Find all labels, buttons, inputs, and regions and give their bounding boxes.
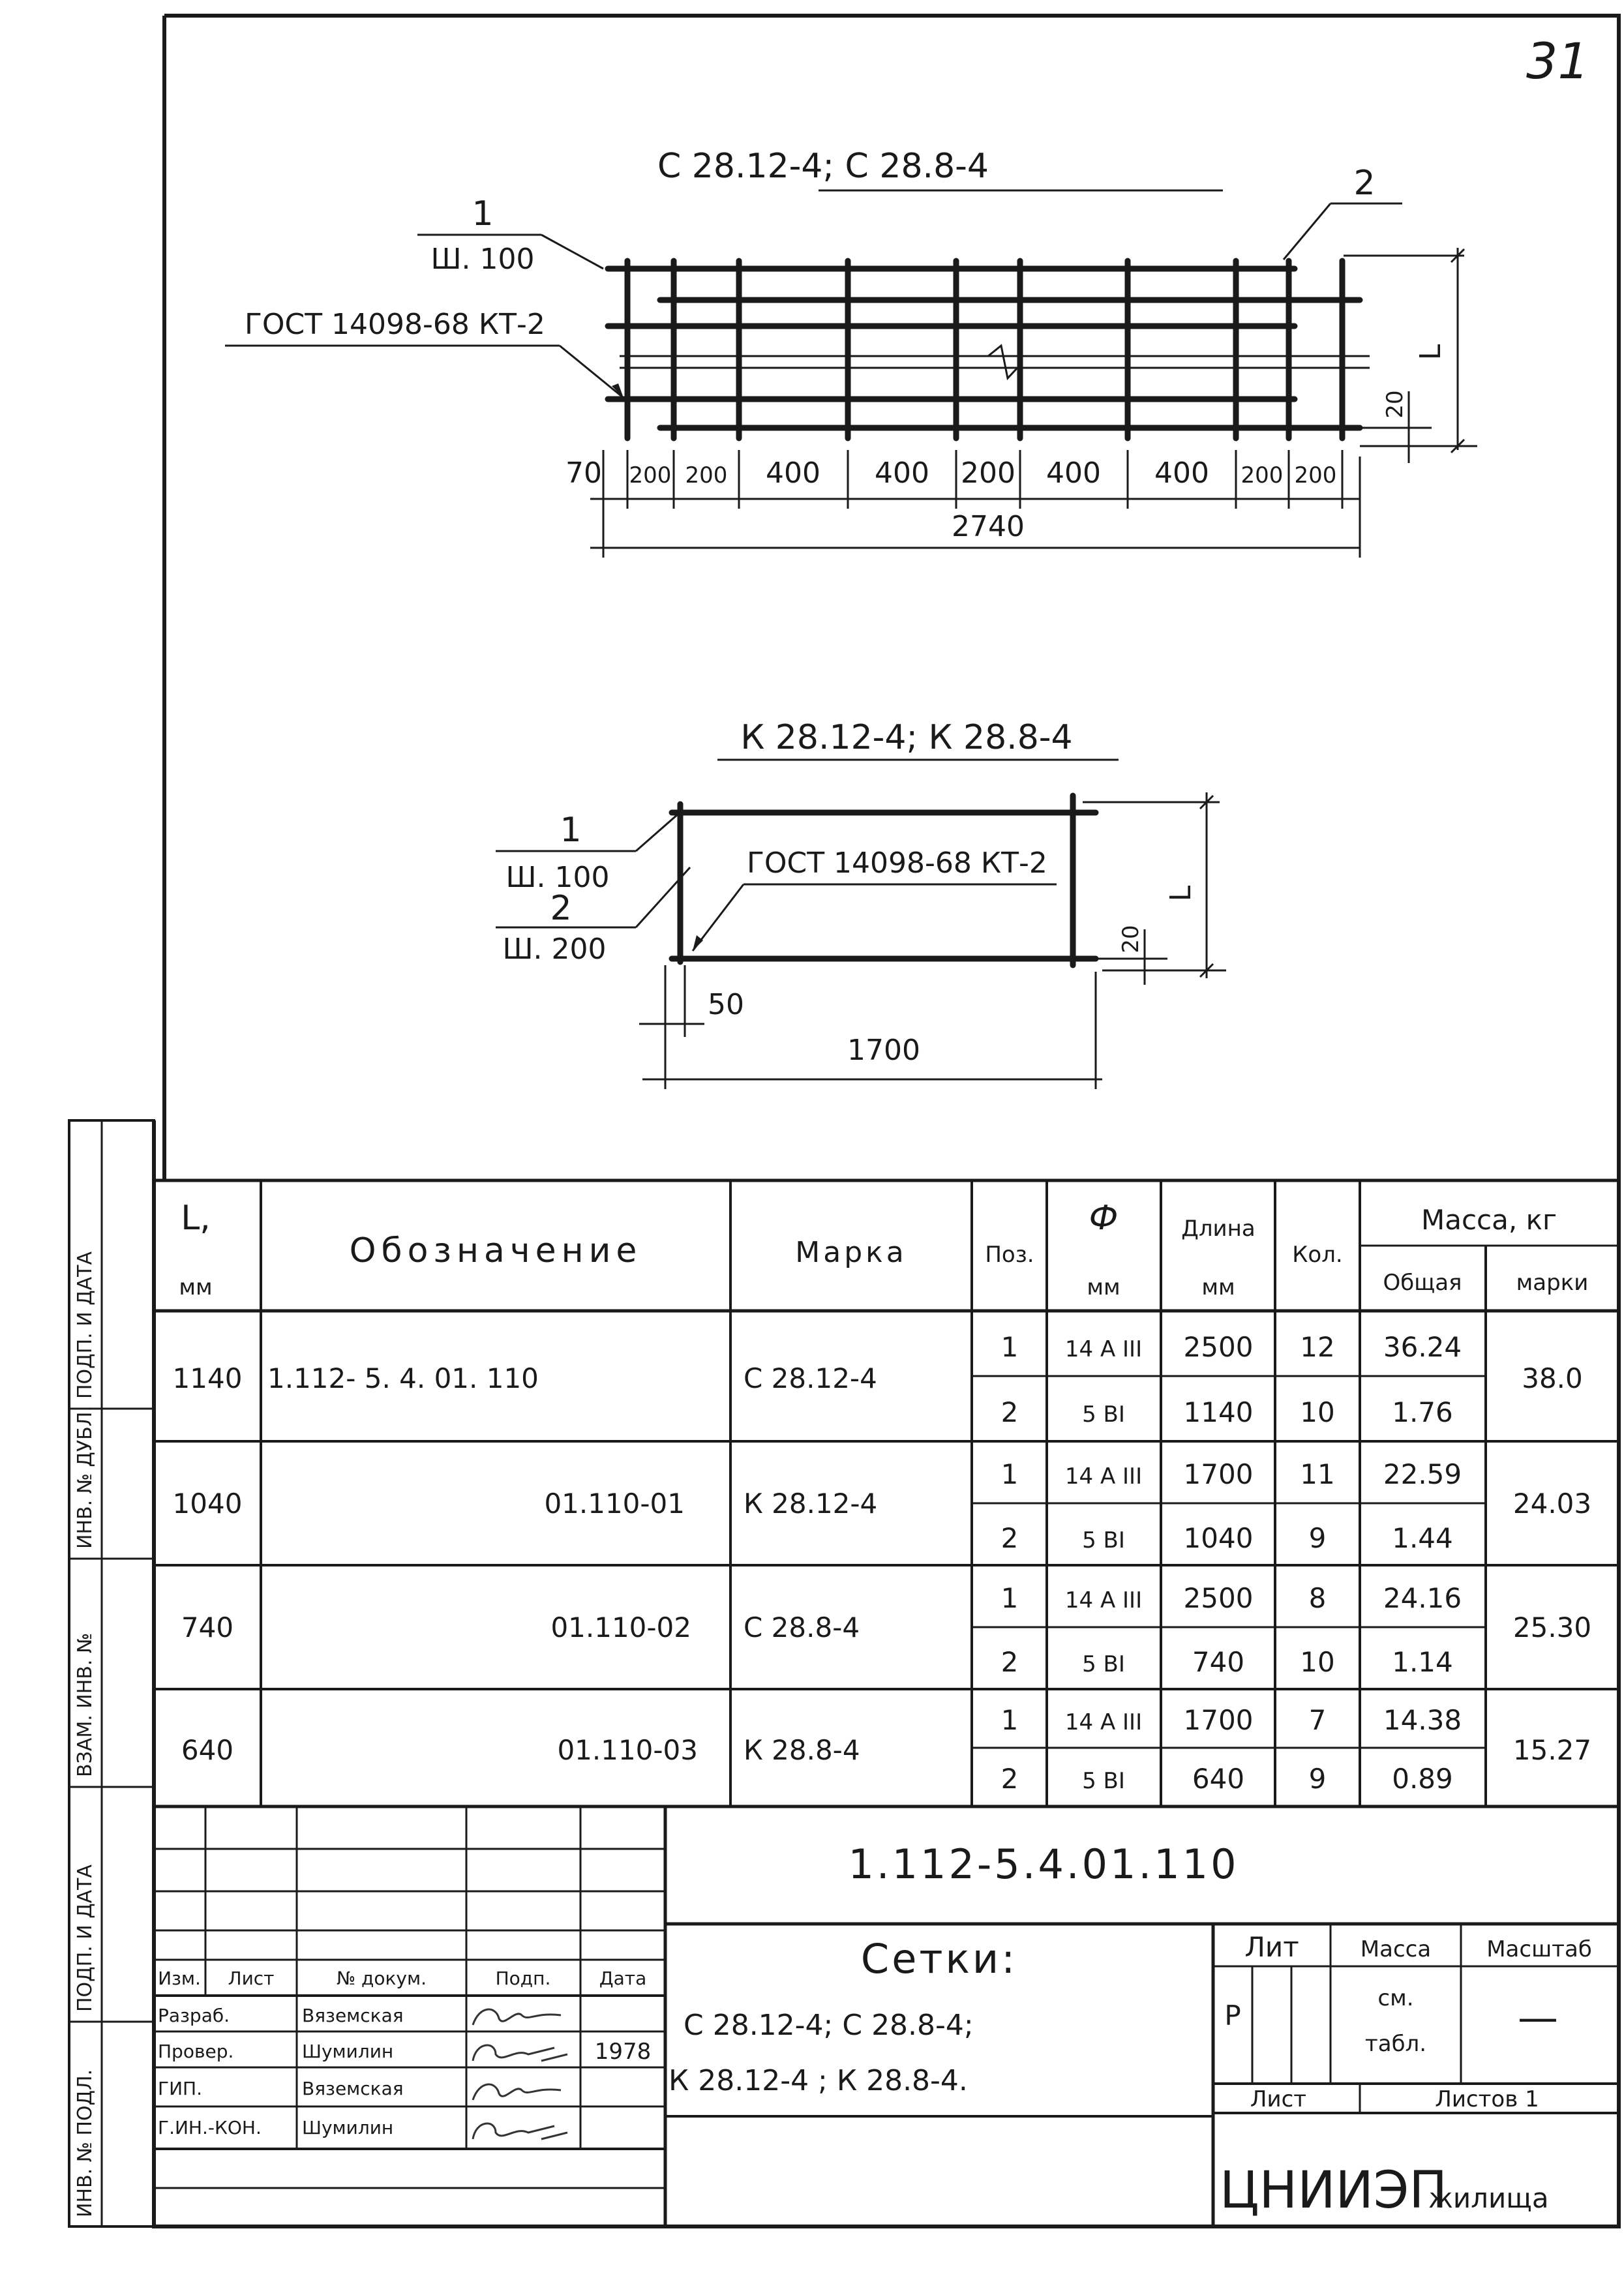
header-mark: Марка <box>795 1236 907 1269</box>
side-stamp <box>69 1120 154 2226</box>
drawing2-dim-total: 1700 <box>847 1034 920 1067</box>
page-number: 31 <box>1526 32 1589 90</box>
table-row-group-3 <box>181 1582 1591 1678</box>
drawing1-longitudinal-bars <box>608 269 1360 428</box>
cell-qty: 9 <box>1308 1522 1327 1554</box>
signature-4 <box>473 2123 567 2139</box>
cell-qty: 11 <box>1300 1458 1335 1490</box>
side-stamp-label-4: ИНВ. № ДУБЛ. <box>74 1405 97 1549</box>
drawing1-dim-8: 200 <box>1241 462 1284 488</box>
cell-mass: 22.59 <box>1383 1458 1462 1490</box>
cell-pos: 2 <box>1000 1646 1019 1678</box>
header-qty: Кол. <box>1292 1242 1343 1268</box>
header-L: L, <box>181 1199 211 1238</box>
cell-diam: 5 ВI <box>1082 1527 1125 1553</box>
cell-mark: К 28.8-4 <box>744 1734 860 1766</box>
cell-pos: 1 <box>1000 1331 1019 1363</box>
cell-diam: 5 ВI <box>1082 1651 1125 1677</box>
tb-date: 1978 <box>594 2039 652 2065</box>
drawing1-dim-6: 400 <box>1046 457 1101 490</box>
drawing1-dim-2: 200 <box>685 462 728 488</box>
cell-mark: С 28.12-4 <box>744 1362 877 1394</box>
header-diam-unit: мм <box>1087 1274 1120 1300</box>
cell-mass: 14.38 <box>1383 1704 1462 1736</box>
drawing1-dim-5: 200 <box>961 457 1015 490</box>
drawing1-dim-1: 200 <box>629 462 672 488</box>
tb-col-izm: Изм. <box>158 1968 201 1989</box>
drawing1-weld-standard: ГОСТ 14098-68 КТ-2 <box>245 308 545 341</box>
table-row-group-1 <box>173 1331 1583 1428</box>
drawing2-callout-2: 2 <box>550 889 572 928</box>
header-length: Длина <box>1181 1216 1256 1242</box>
cell-length: 640 <box>1192 1763 1245 1795</box>
tb-org: ЦНИИЭП <box>1220 2161 1448 2220</box>
tb-mass-value-1: см. <box>1377 1985 1414 2011</box>
header-designation: Обозначение <box>349 1231 642 1270</box>
title-block <box>154 1806 1619 2226</box>
cell-mark: С 28.8-4 <box>744 1611 860 1643</box>
signature-3 <box>473 2084 561 2100</box>
tb-scale-value: — <box>1518 1994 1561 2041</box>
drawing1-dim-3: 400 <box>766 457 820 490</box>
tb-name: Вяземская <box>302 2078 404 2099</box>
cell-length: 740 <box>1192 1646 1245 1678</box>
tb-mass-value-2: табл. <box>1364 2031 1427 2057</box>
cell-designation: 01.110-01 <box>544 1488 685 1520</box>
cell-qty: 12 <box>1300 1331 1335 1363</box>
drawing1-dim-total: 2740 <box>952 510 1025 543</box>
tb-col-sign: Подп. <box>495 1968 551 1989</box>
cell-length: 2500 <box>1183 1582 1254 1614</box>
cell-mass: 1.44 <box>1392 1522 1453 1554</box>
tb-name: Вяземская <box>302 2005 404 2026</box>
tb-role: ГИП. <box>158 2078 202 2099</box>
drawing2-weld-standard: ГОСТ 14098-68 КТ-2 <box>747 847 1047 880</box>
cell-mark: К 28.12-4 <box>744 1488 878 1520</box>
tb-role: Провер. <box>158 2041 234 2062</box>
tb-lit-value: Р <box>1224 2000 1241 2031</box>
cell-diam: 14 А III <box>1064 1336 1143 1362</box>
cell-diam: 14 А III <box>1064 1587 1143 1613</box>
tb-scale: Масштаб <box>1486 1936 1592 1962</box>
cell-length: 1140 <box>1183 1396 1254 1428</box>
drawing1-callout-1: 1 <box>472 194 494 233</box>
tb-col-doc: № докум. <box>336 1968 427 1989</box>
drawing1-dim-7: 400 <box>1154 457 1209 490</box>
cell-pos: 2 <box>1000 1396 1019 1428</box>
drawing1-transverse-bars <box>627 261 1342 438</box>
tb-role: Г.ИН.-КОН. <box>158 2117 262 2138</box>
tb-lit: Лит <box>1244 1931 1299 1963</box>
signature-1 <box>473 2009 561 2025</box>
side-stamp-label-3: ВЗАМ. ИНВ. № <box>74 1632 97 1777</box>
cell-L: 1040 <box>172 1488 243 1520</box>
drawing1-callout-1-spacing: Ш. 100 <box>430 243 535 276</box>
cell-designation: 01.110-03 <box>557 1734 698 1766</box>
cell-mark-mass: 25.30 <box>1512 1611 1592 1643</box>
drawing-mesh-c <box>225 147 1477 558</box>
side-stamp-label-2: ПОДП. И ДАТА <box>74 1864 97 2012</box>
drawing1-dim-L: L <box>1414 344 1447 361</box>
cell-L: 740 <box>181 1611 234 1643</box>
header-pos: Поз. <box>985 1242 1034 1268</box>
cell-mark-mass: 24.03 <box>1512 1488 1592 1520</box>
signature-2 <box>473 2045 567 2061</box>
tb-mass: Масса <box>1360 1936 1432 1962</box>
cell-diam: 5 ВI <box>1082 1401 1125 1428</box>
cell-mass: 36.24 <box>1383 1331 1462 1363</box>
tb-name-title: Сетки: <box>860 1935 1018 1983</box>
cell-pos: 1 <box>1000 1582 1019 1614</box>
cell-diam: 14 А III <box>1064 1463 1143 1490</box>
cell-mass: 0.89 <box>1392 1763 1453 1795</box>
table-row-group-2 <box>173 1458 1592 1554</box>
cell-pos: 2 <box>1000 1763 1019 1795</box>
tb-name-line1: С 28.12-4; С 28.8-4; <box>684 2009 974 2042</box>
cell-designation: 01.110-02 <box>550 1611 691 1643</box>
tb-role: Разраб. <box>158 2005 230 2026</box>
side-stamp-label-1: ИНВ. № ПОДЛ. <box>74 2069 97 2217</box>
cell-qty: 7 <box>1308 1704 1327 1736</box>
drawing1-dim-9: 200 <box>1294 462 1337 488</box>
cell-mark-mass: 15.27 <box>1512 1734 1592 1766</box>
tb-doc-number: 1.112-5.4.01.110 <box>848 1840 1239 1888</box>
cell-qty: 8 <box>1308 1582 1327 1614</box>
header-mass-mark: марки <box>1516 1270 1589 1296</box>
cell-length: 1040 <box>1183 1522 1254 1554</box>
header-length-unit: мм <box>1201 1274 1235 1300</box>
cell-diam: 5 ВI <box>1082 1768 1125 1794</box>
cell-diam: 14 А III <box>1064 1709 1143 1735</box>
header-mass-total: Общая <box>1383 1270 1462 1296</box>
drawing1-callout-2: 2 <box>1353 164 1376 203</box>
tb-name-line2: К 28.12-4 ; К 28.8-4. <box>669 2064 968 2097</box>
cell-L: 640 <box>181 1734 234 1766</box>
drawing-mesh-k <box>496 718 1226 1089</box>
cell-length: 1700 <box>1183 1458 1254 1490</box>
cell-qty: 9 <box>1308 1763 1327 1795</box>
tb-name: Шумилин <box>302 2117 394 2138</box>
cell-L: 1140 <box>172 1362 243 1394</box>
side-stamp-label-5: ПОДП. И ДАТА <box>74 1251 97 1399</box>
spec-table <box>154 1180 1619 1806</box>
header-mass: Масса, кг <box>1421 1204 1557 1236</box>
cell-qty: 10 <box>1300 1646 1335 1678</box>
header-L-unit: мм <box>179 1274 213 1300</box>
cell-pos: 1 <box>1000 1458 1019 1490</box>
cell-mass: 1.14 <box>1392 1646 1453 1678</box>
cell-designation: 1.112- 5. 4. 01. 110 <box>267 1362 539 1394</box>
header-diam: Ф <box>1089 1199 1119 1238</box>
cell-length: 1700 <box>1183 1704 1254 1736</box>
drawing1-dim-0: 70 <box>565 457 602 490</box>
drawing2-dim-50: 50 <box>708 988 744 1021</box>
drawing1-dim-4: 400 <box>875 457 929 490</box>
drawing2-dim-L: L <box>1164 885 1197 902</box>
cell-qty: 10 <box>1300 1396 1335 1428</box>
tb-col-list: Лист <box>228 1968 275 1989</box>
drawing2-dim-20: 20 <box>1118 925 1144 953</box>
cell-mass: 24.16 <box>1383 1582 1462 1614</box>
tb-sheet: Лист <box>1250 2086 1307 2112</box>
cell-length: 2500 <box>1183 1331 1254 1363</box>
tb-col-date: Дата <box>599 1968 647 1989</box>
drawing2-title: К 28.12-4; К 28.8-4 <box>740 718 1073 757</box>
drawing1-dim-20: 20 <box>1382 390 1408 419</box>
cell-mass: 1.76 <box>1392 1396 1453 1428</box>
tb-org-suffix: жилища <box>1428 2182 1549 2214</box>
sheet-frame <box>154 16 1619 2226</box>
tb-sheets: Листов 1 <box>1435 2086 1539 2112</box>
cell-pos: 2 <box>1000 1522 1019 1554</box>
tb-name: Шумилин <box>302 2041 394 2062</box>
drawing2-callout-1-spacing: Ш. 100 <box>505 861 610 894</box>
cell-mark-mass: 38.0 <box>1522 1362 1583 1394</box>
drawing1-title: С 28.12-4; С 28.8-4 <box>657 147 989 186</box>
drawing2-callout-2-spacing: Ш. 200 <box>502 933 607 966</box>
table-row-group-4 <box>181 1704 1591 1795</box>
cell-pos: 1 <box>1000 1704 1019 1736</box>
drawing2-callout-1: 1 <box>560 811 582 850</box>
